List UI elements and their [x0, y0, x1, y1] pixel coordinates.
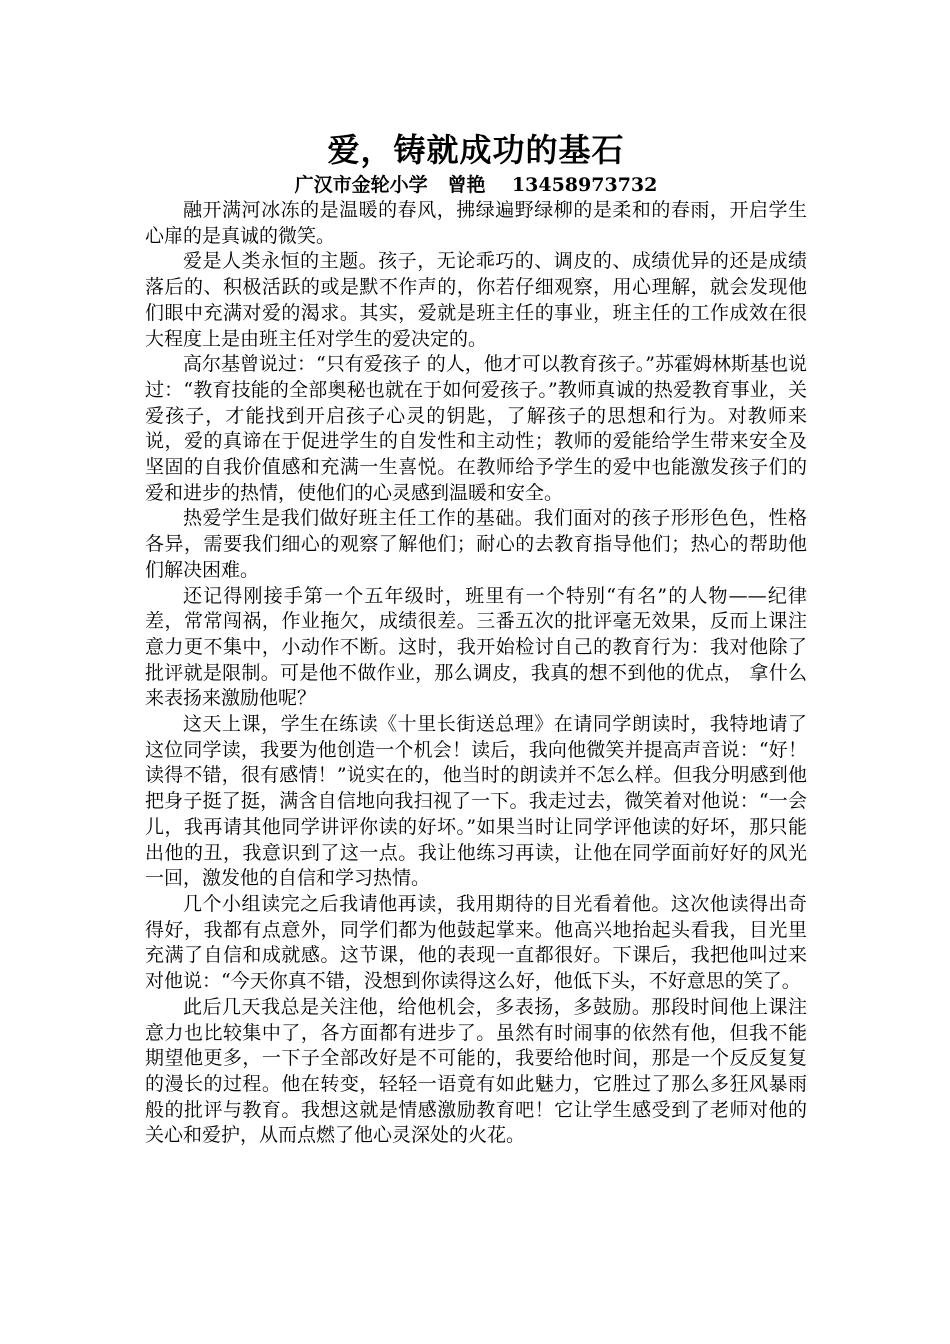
- paragraph-6: 这天上课，学生在练读《十里长街送总理》在请同学朗读时，我特地请了这位同学读，我要为他创造一个机会！读后，我向他微笑并提高声音说：“好！读得不错，很有感情！”说实在的，他当时的朗读并不怎么样。但我分明感到他把身子挺了挺，满含自信地向我扫视了一下。我走过去，微笑着对他说：“一会儿，我再请其他同学讲评你读的好坏。”如果当时让同学评他读的好坏，那只能出他的丑，我意识到了这一点。我让他练习再读，让他在同学面前好好的风光一回，激发他的自信和学习热情。: [145, 713, 807, 890]
- paragraph-8: 此后几天我总是关注他，给他机会，多表扬，多鼓励。那段时间他上课注意力也比较集中了，各方面都有进步了。虽然有时闹事的依然有他，但我不能期望他更多，一下子全部改好是不可能的，我要给他时间，那是一个反反复复的漫长的过程。他在转变，轻轻一语竟有如此魅力，它胜过了那么多狂风暴雨般的批评与教育。我想这就是情感激励教育吧！它让学生感受到了老师对他的关心和爱护，从而点燃了他心灵深处的火花。: [145, 995, 807, 1147]
- paragraph-4: 热爱学生是我们做好班主任工作的基础。我们面对的孩子形形色色，性格各异，需要我们细心的观察了解他们；耐心的去教育指导他们；热心的帮助他们解决困难。: [145, 507, 807, 581]
- paragraph-5: 还记得刚接手第一个五年级时，班里有一个特别“有名”的人物——纪律差，常常闯祸，作业拖欠，成绩很差。三番五次的批评毫无效果，反而上课注意力更不集中，小动作不断。这时，我开始检讨自己的教育行为：我对他除了批评就是限制。可是他不做作业，那么调皮，我真的想不到他的优点， 拿什么来表扬来激励他呢？: [145, 584, 807, 710]
- paragraph-3: 高尔基曾说过：“只有爱孩子 的人，他才可以教育孩子。”苏霍姆林斯基也说过：“教育技能的全部奥秘也就在于如何爱孩子。”教师真诚的热爱教育事业，关爱孩子，才能找到开启孩子心灵的钥匙，了解孩子的思想和行为。对教师来说，爱的真谛在于促进学生的自发性和主动性；教师的爱能给学生带来安全及坚固的自我价值感和充满一生喜悦。在教师给予学生的爱中也能激发孩子们的爱和进步的热情，使他们的心灵感到温暖和安全。: [145, 353, 807, 504]
- paragraph-2: 爱是人类永恒的主题。孩子，无论乖巧的、调皮的、成绩优异的还是成绩落后的、积极活跃的或是默不作声的，你若仔细观察，用心理解，就会发现他们眼中充满对爱的渴求。其实，爱就是班主任的事业，班主任的工作成效在很大程度上是由班主任对学生的爱决定的。: [145, 250, 807, 350]
- paragraph-1: 融开满河冰冻的是温暖的春风，拂绿遍野绿柳的是柔和的春雨，开启学生心扉的是真诚的微笑。: [145, 199, 807, 247]
- paragraph-7: 几个小组读完之后我请他再读，我用期待的目光看着他。这次他读得出奇得好，我都有点意外，同学们都为他鼓起掌来。他高兴地抬起头看我，目光里充满了自信和成就感。这节课，他的表现一直都很好。下课后，我把他叫过来对他说：“今天你真不错，没想到你读得这么好，他低下头，不好意思的笑了。: [145, 892, 807, 993]
- author-byline: 广汉市金轮小学 曾艳 13458973732: [294, 174, 658, 196]
- document-title: 爱，铸就成功的基石: [327, 131, 625, 169]
- document-page: [145, 128, 807, 1149]
